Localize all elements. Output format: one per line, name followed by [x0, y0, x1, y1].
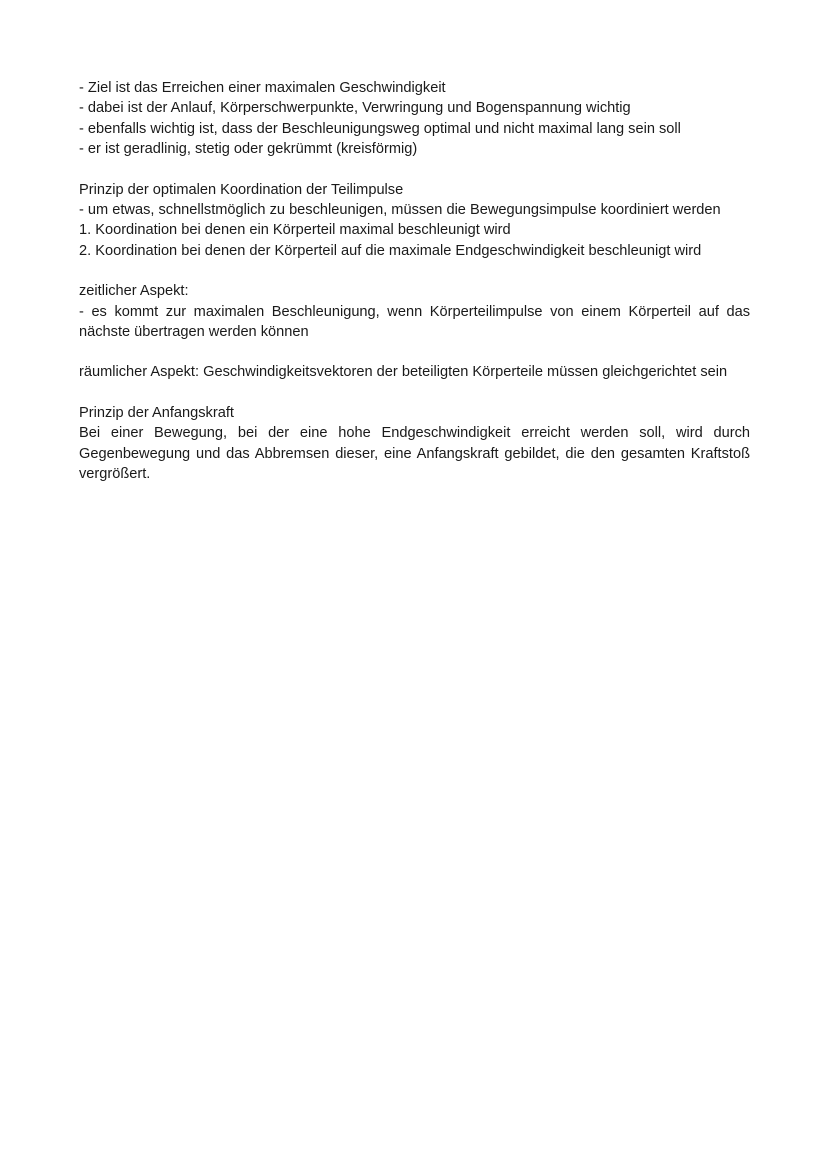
- document-page: [79, 78, 750, 485]
- paragraph-gap: [79, 261, 750, 281]
- section-paragraph: Bei einer Bewegung, bei der eine hohe Endgeschwindigkeit erreicht werden soll, wird durch Gegenbewegung und das Abbremsen dieser, eine Anfangskraft gebildet, die den gesamten Kraftstoß vergrößert.: [79, 425, 750, 483]
- bullet-line: - Ziel ist das Erreichen einer maximalen Geschwindigkeit: [79, 80, 446, 96]
- section-anfangskraft: [79, 403, 750, 485]
- section-beschleunigungsweg: [79, 78, 750, 160]
- paragraph-gap: [79, 383, 750, 403]
- section-heading: Prinzip der Anfangskraft: [79, 404, 234, 421]
- bullet-line: - er ist geradlinig, stetig oder gekrümmt (kreisförmig): [79, 141, 418, 158]
- bullet-line: - dabei ist der Anlauf, Körperschwerpunkte, Verwringung und Bogenspannung wichtig: [79, 100, 631, 117]
- paragraph-gap: [79, 160, 750, 180]
- paragraph-gap: [79, 342, 750, 362]
- numbered-line: 1. Koordination bei denen ein Körperteil maximal beschleunigt wird: [79, 222, 511, 239]
- bullet-line: - um etwas, schnellstmöglich zu beschleunigen, müssen die Bewegungsimpulse koordiniert werden: [79, 202, 721, 219]
- section-paragraph: räumlicher Aspekt: Geschwindigkeitsvektoren der beteiligten Körperteile müssen gleichgerichtet sein: [79, 364, 728, 381]
- section-zeitlicher-aspekt: [79, 281, 750, 342]
- section-heading: zeitlicher Aspekt:: [79, 283, 189, 300]
- section-koordination: [79, 180, 750, 262]
- section-raeumlicher-aspekt: [79, 362, 750, 382]
- section-paragraph: - es kommt zur maximalen Beschleunigung, wenn Körperteilimpulse von einem Körperteil auf das nächste übertragen werden können: [79, 303, 750, 341]
- numbered-line: 2. Koordination bei denen der Körperteil auf die maximale Endgeschwindigkeit beschleunigt wird: [79, 242, 702, 259]
- bullet-line: - ebenfalls wichtig ist, dass der Beschleunigungsweg optimal und nicht maximal lang sein soll: [79, 120, 681, 137]
- section-heading: Prinzip der optimalen Koordination der Teilimpulse: [79, 181, 404, 198]
